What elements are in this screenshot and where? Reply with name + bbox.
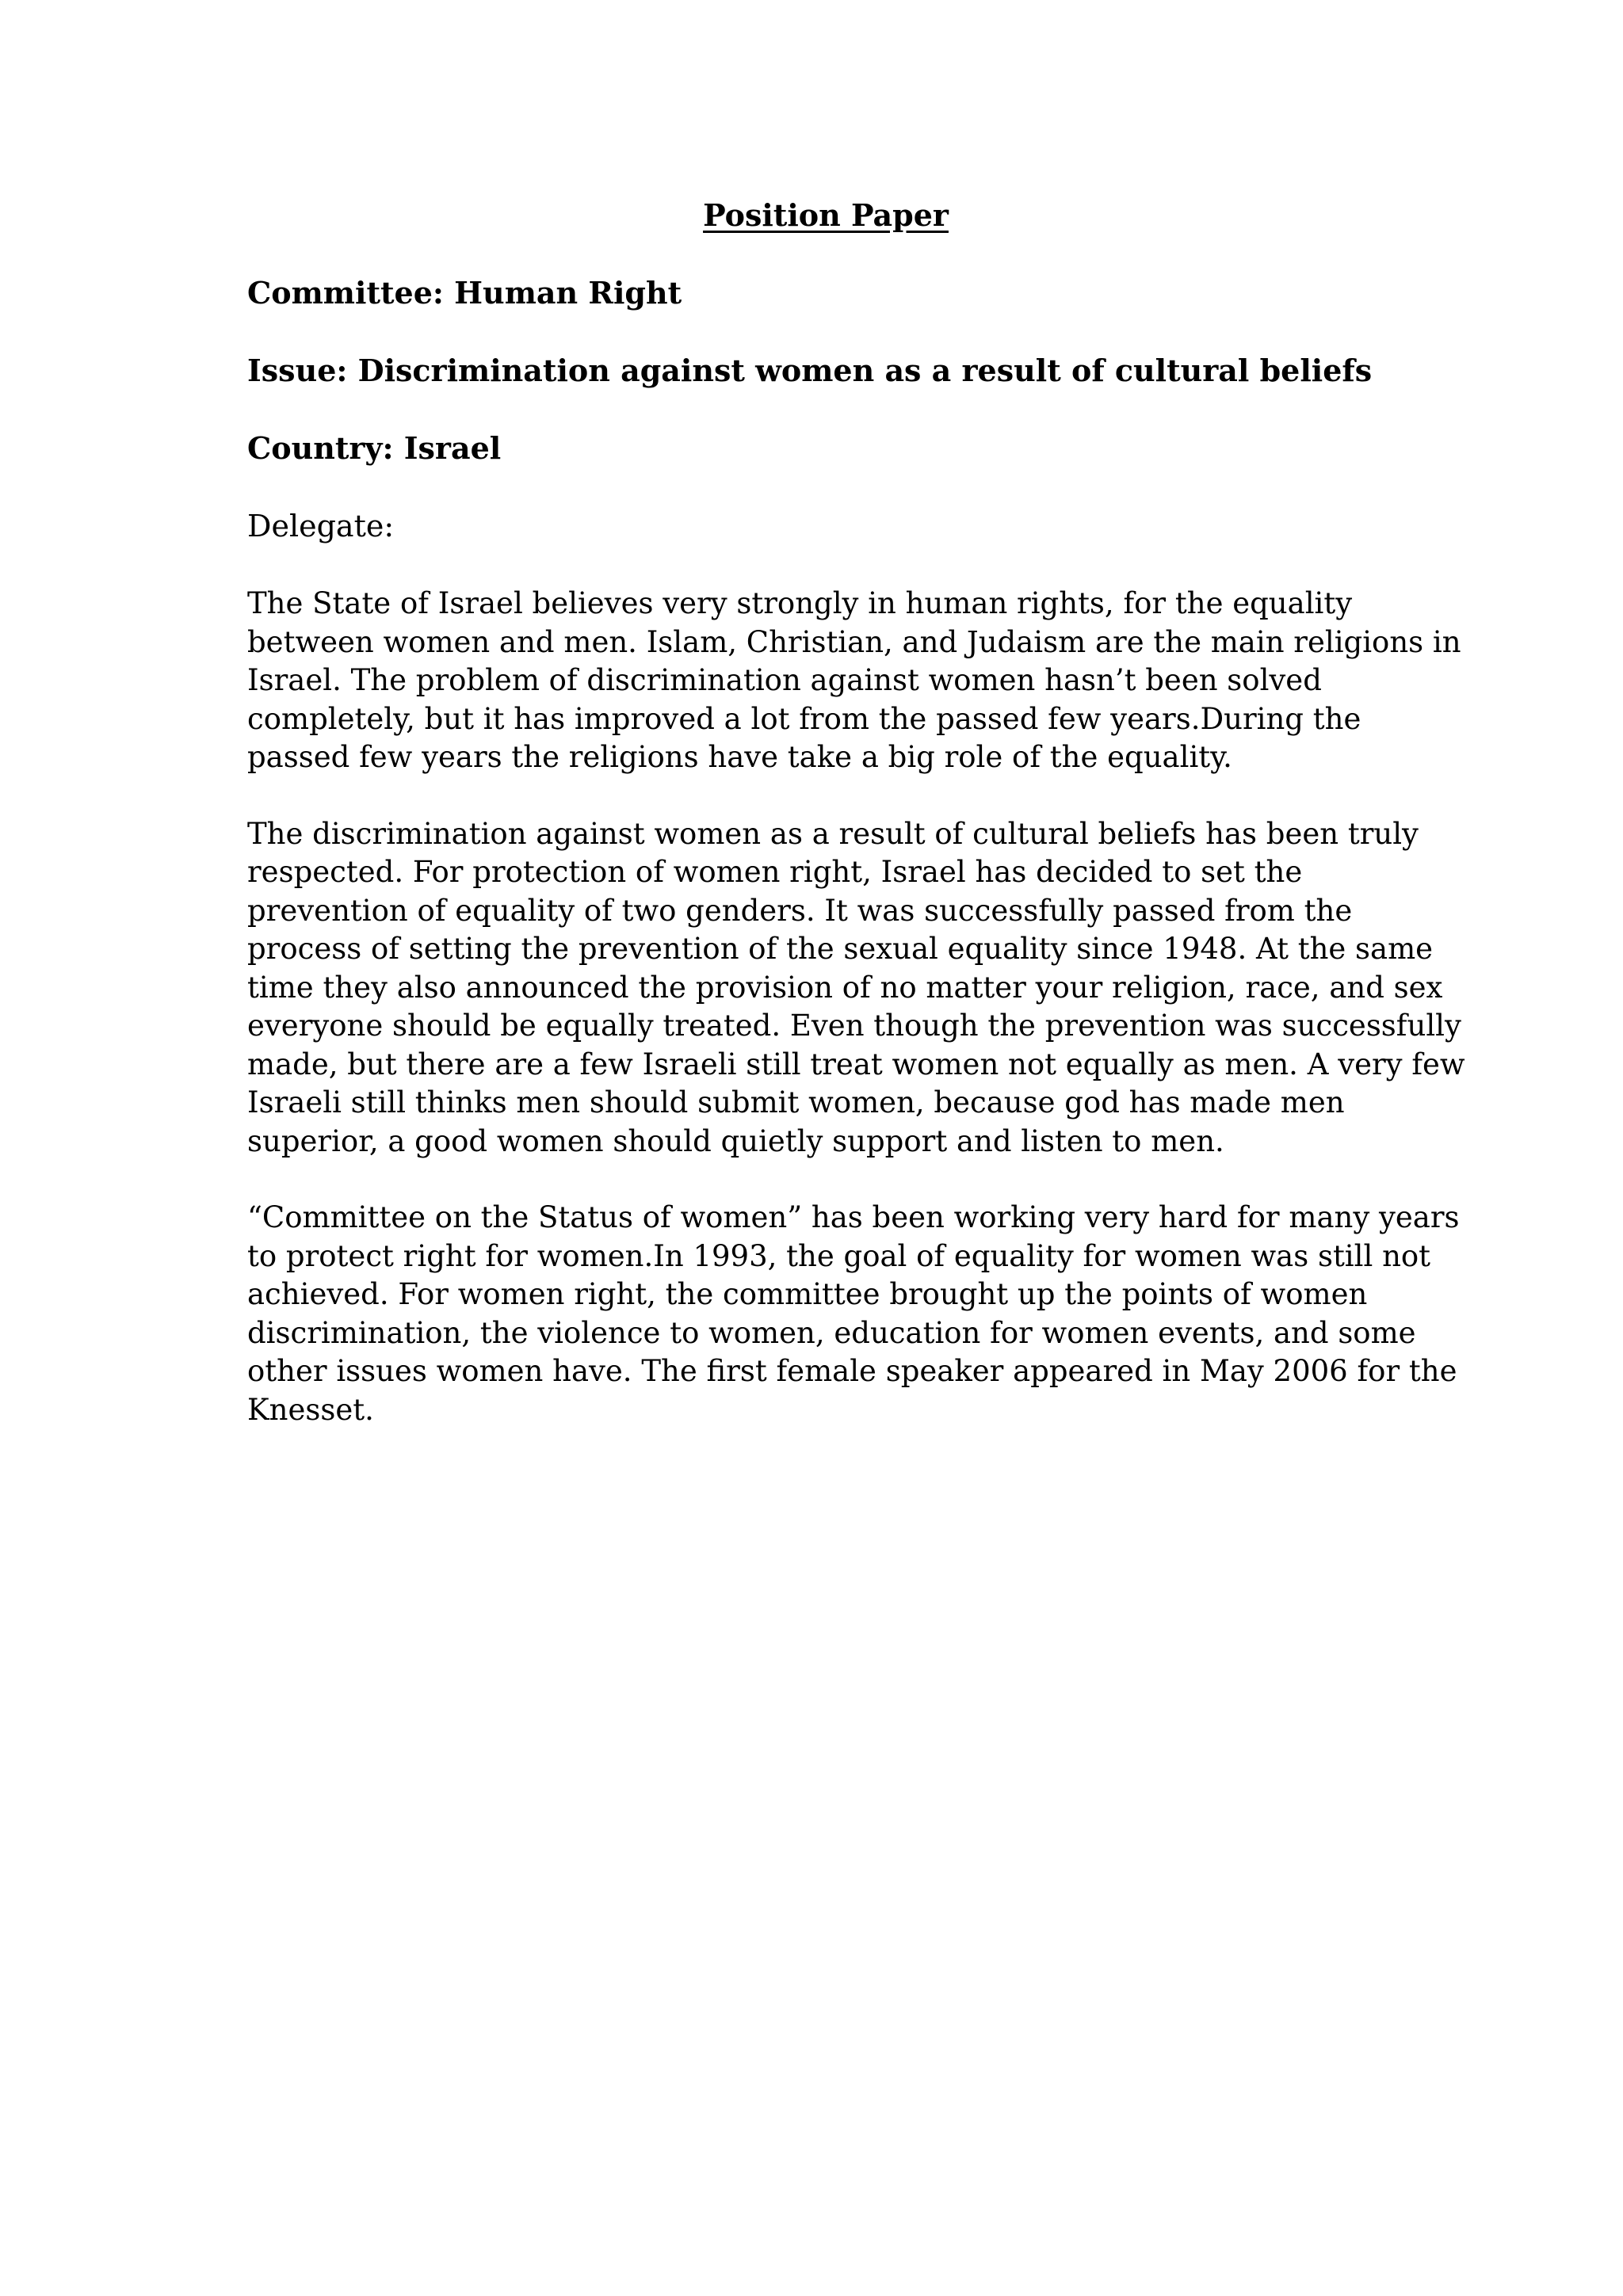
paragraph-line: other issues women have. The first female speaker appeared in May 2006 for the <box>247 1354 1457 1388</box>
committee-line: Committee: Human Right <box>247 275 682 311</box>
paragraph-line: completely, but it has improved a lot from the passed few years.During the <box>247 701 1361 736</box>
paragraph-line: process of setting the prevention of the sexual equality since 1948. At the same <box>247 932 1434 966</box>
paragraph-line: time they also announced the provision of no matter your religion, race, and sex <box>247 970 1443 1005</box>
paragraph-1 <box>247 585 1461 777</box>
paragraph-3 <box>247 1199 1460 1429</box>
paragraph-line: to protect right for women.In 1993, the goal of equality for women was still not <box>247 1238 1431 1273</box>
paragraph-line: Israel. The problem of discrimination against women hasn’t been solved <box>247 663 1322 697</box>
paragraph-line: “Committee on the Status of women” has been working very hard for many years <box>247 1200 1460 1234</box>
paragraph-line: superior, a good women should quietly support and listen to men. <box>247 1123 1224 1158</box>
paragraph-line: prevention of equality of two genders. It was successfully passed from the <box>247 893 1353 928</box>
paragraph-line: respected. For protection of women right, Israel has decided to set the <box>247 855 1303 889</box>
country-line: Country: Israel <box>247 430 502 466</box>
paragraph-line: passed few years the religions have take a big role of the equality. <box>247 740 1232 774</box>
paragraph-line: achieved. For women right, the committee brought up the points of women <box>247 1277 1368 1311</box>
paragraph-line: The State of Israel believes very strongly in human rights, for the equality <box>247 586 1353 620</box>
paragraph-line: made, but there are a few Israeli still treat women not equally as men. A very few <box>247 1047 1465 1081</box>
paragraph-line: Israeli still thinks men should submit women, because god has made men <box>247 1085 1345 1119</box>
issue-line: Issue: Discrimination against women as a result of cultural beliefs <box>247 353 1373 388</box>
document-title: Position Paper <box>703 197 949 233</box>
paragraph-line: discrimination, the violence to women, education for women events, and some <box>247 1315 1416 1350</box>
paragraph-line: The discrimination against women as a result of cultural beliefs has been truly <box>247 816 1419 851</box>
paragraph-2 <box>247 815 1465 1161</box>
document-body <box>247 196 1465 1467</box>
paragraph-line: everyone should be equally treated. Even though the prevention was successfully <box>247 1009 1461 1043</box>
paragraph-line: between women and men. Islam, Christian, and Judaism are the main religions in <box>247 624 1461 659</box>
paragraph-line: Knesset. <box>247 1392 374 1427</box>
delegate-line: Delegate: <box>247 509 395 543</box>
